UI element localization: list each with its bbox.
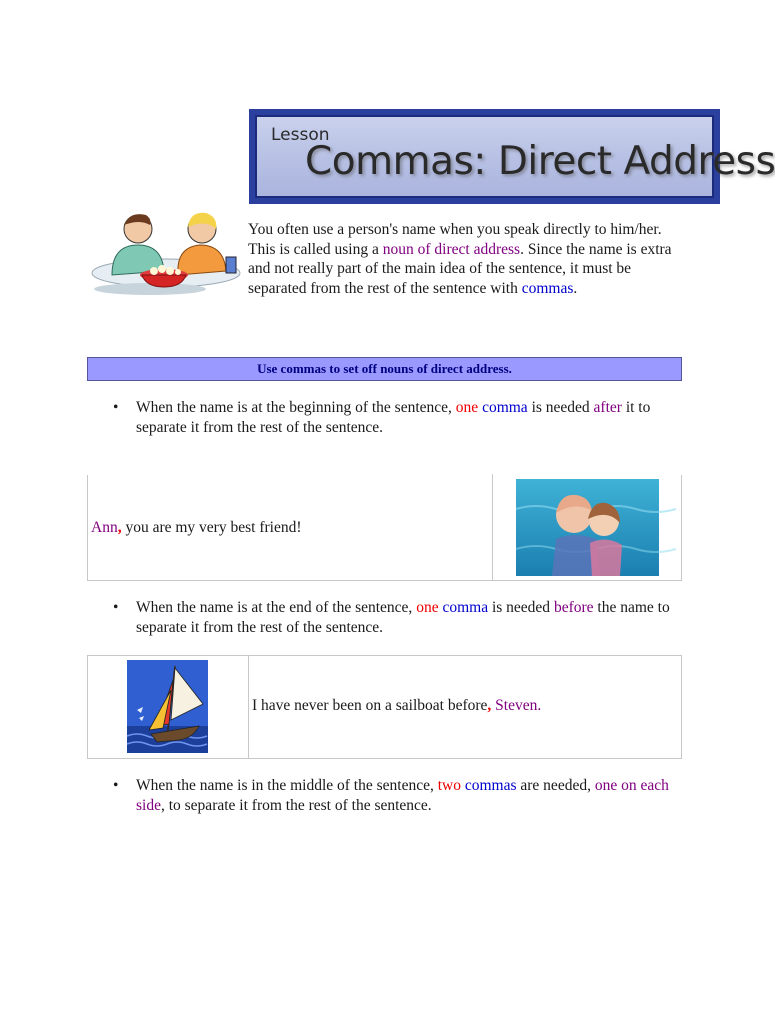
keyword-before: before bbox=[553, 599, 594, 616]
keyword-one: one bbox=[416, 599, 439, 616]
banner-title: Commas: Direct Address bbox=[305, 139, 775, 184]
bullet-text: When the name is at the end of the sentence, bbox=[136, 599, 417, 616]
term-noun-of-direct-address: noun of direct address bbox=[382, 240, 521, 258]
bullet-text: the name to separate it from the rest of the sentence. bbox=[136, 599, 670, 636]
keyword-comma: comma bbox=[442, 599, 489, 616]
intro-text-1: You often use a person's name when you speak directly to him/her. This is called using a bbox=[248, 221, 662, 258]
keyword-one-on-each-side: one on each side bbox=[136, 777, 669, 814]
table-divider bbox=[248, 655, 249, 759]
table-divider bbox=[492, 474, 493, 581]
bullet-middle bbox=[113, 776, 673, 815]
bullet-text: are needed, bbox=[516, 777, 595, 794]
example-rest: you are my very best friend! bbox=[121, 519, 302, 536]
bullet-text: When the name is in the middle of the sentence, bbox=[136, 777, 438, 794]
image-spacer bbox=[90, 220, 248, 299]
example-rest: I have never been on a sailboat before bbox=[252, 697, 488, 714]
lesson-banner bbox=[249, 109, 775, 204]
bullet-text: When the name is at the beginning of the sentence, bbox=[136, 399, 456, 416]
keyword-two: two bbox=[437, 777, 461, 794]
intro-paragraph bbox=[90, 220, 680, 299]
swimming-girls-image bbox=[516, 479, 659, 576]
example-name: Steven. bbox=[491, 697, 542, 714]
keyword-after: after bbox=[593, 399, 622, 416]
example-comma: , bbox=[117, 519, 122, 536]
banner-lesson-label: Lesson bbox=[271, 125, 330, 145]
bullet-end bbox=[113, 598, 673, 637]
bullet-text: , to separate it from the rest of the sentence. bbox=[160, 796, 432, 814]
bullet-dot: • bbox=[113, 777, 119, 794]
example-sentence-ann bbox=[91, 519, 302, 537]
keyword-one: one bbox=[455, 399, 479, 416]
intro-text-2: . Since the name is extra and not really part of the main idea of the sentence, it must be separated from the rest of the sentence with bbox=[248, 240, 672, 298]
bullet-dot: • bbox=[113, 399, 119, 416]
bullet-text: it to separate it from the rest of the sentence. bbox=[136, 399, 651, 436]
term-commas: commas bbox=[521, 280, 574, 298]
bullet-dot: • bbox=[113, 599, 119, 616]
sailboat-image bbox=[127, 660, 208, 753]
keyword-commas: commas bbox=[464, 777, 517, 794]
banner-panel bbox=[255, 115, 775, 198]
intro-text-3: . bbox=[573, 280, 578, 298]
example-sentence-steven bbox=[252, 697, 541, 715]
example-comma: , bbox=[487, 697, 492, 714]
bullet-beginning bbox=[113, 398, 673, 437]
bullet-text: is needed bbox=[488, 599, 554, 616]
bullet-text: is needed bbox=[527, 399, 594, 416]
rule-heading: Use commas to set off nouns of direct address. bbox=[87, 357, 682, 381]
keyword-comma: comma bbox=[482, 399, 528, 416]
example-name: Ann bbox=[91, 519, 118, 536]
